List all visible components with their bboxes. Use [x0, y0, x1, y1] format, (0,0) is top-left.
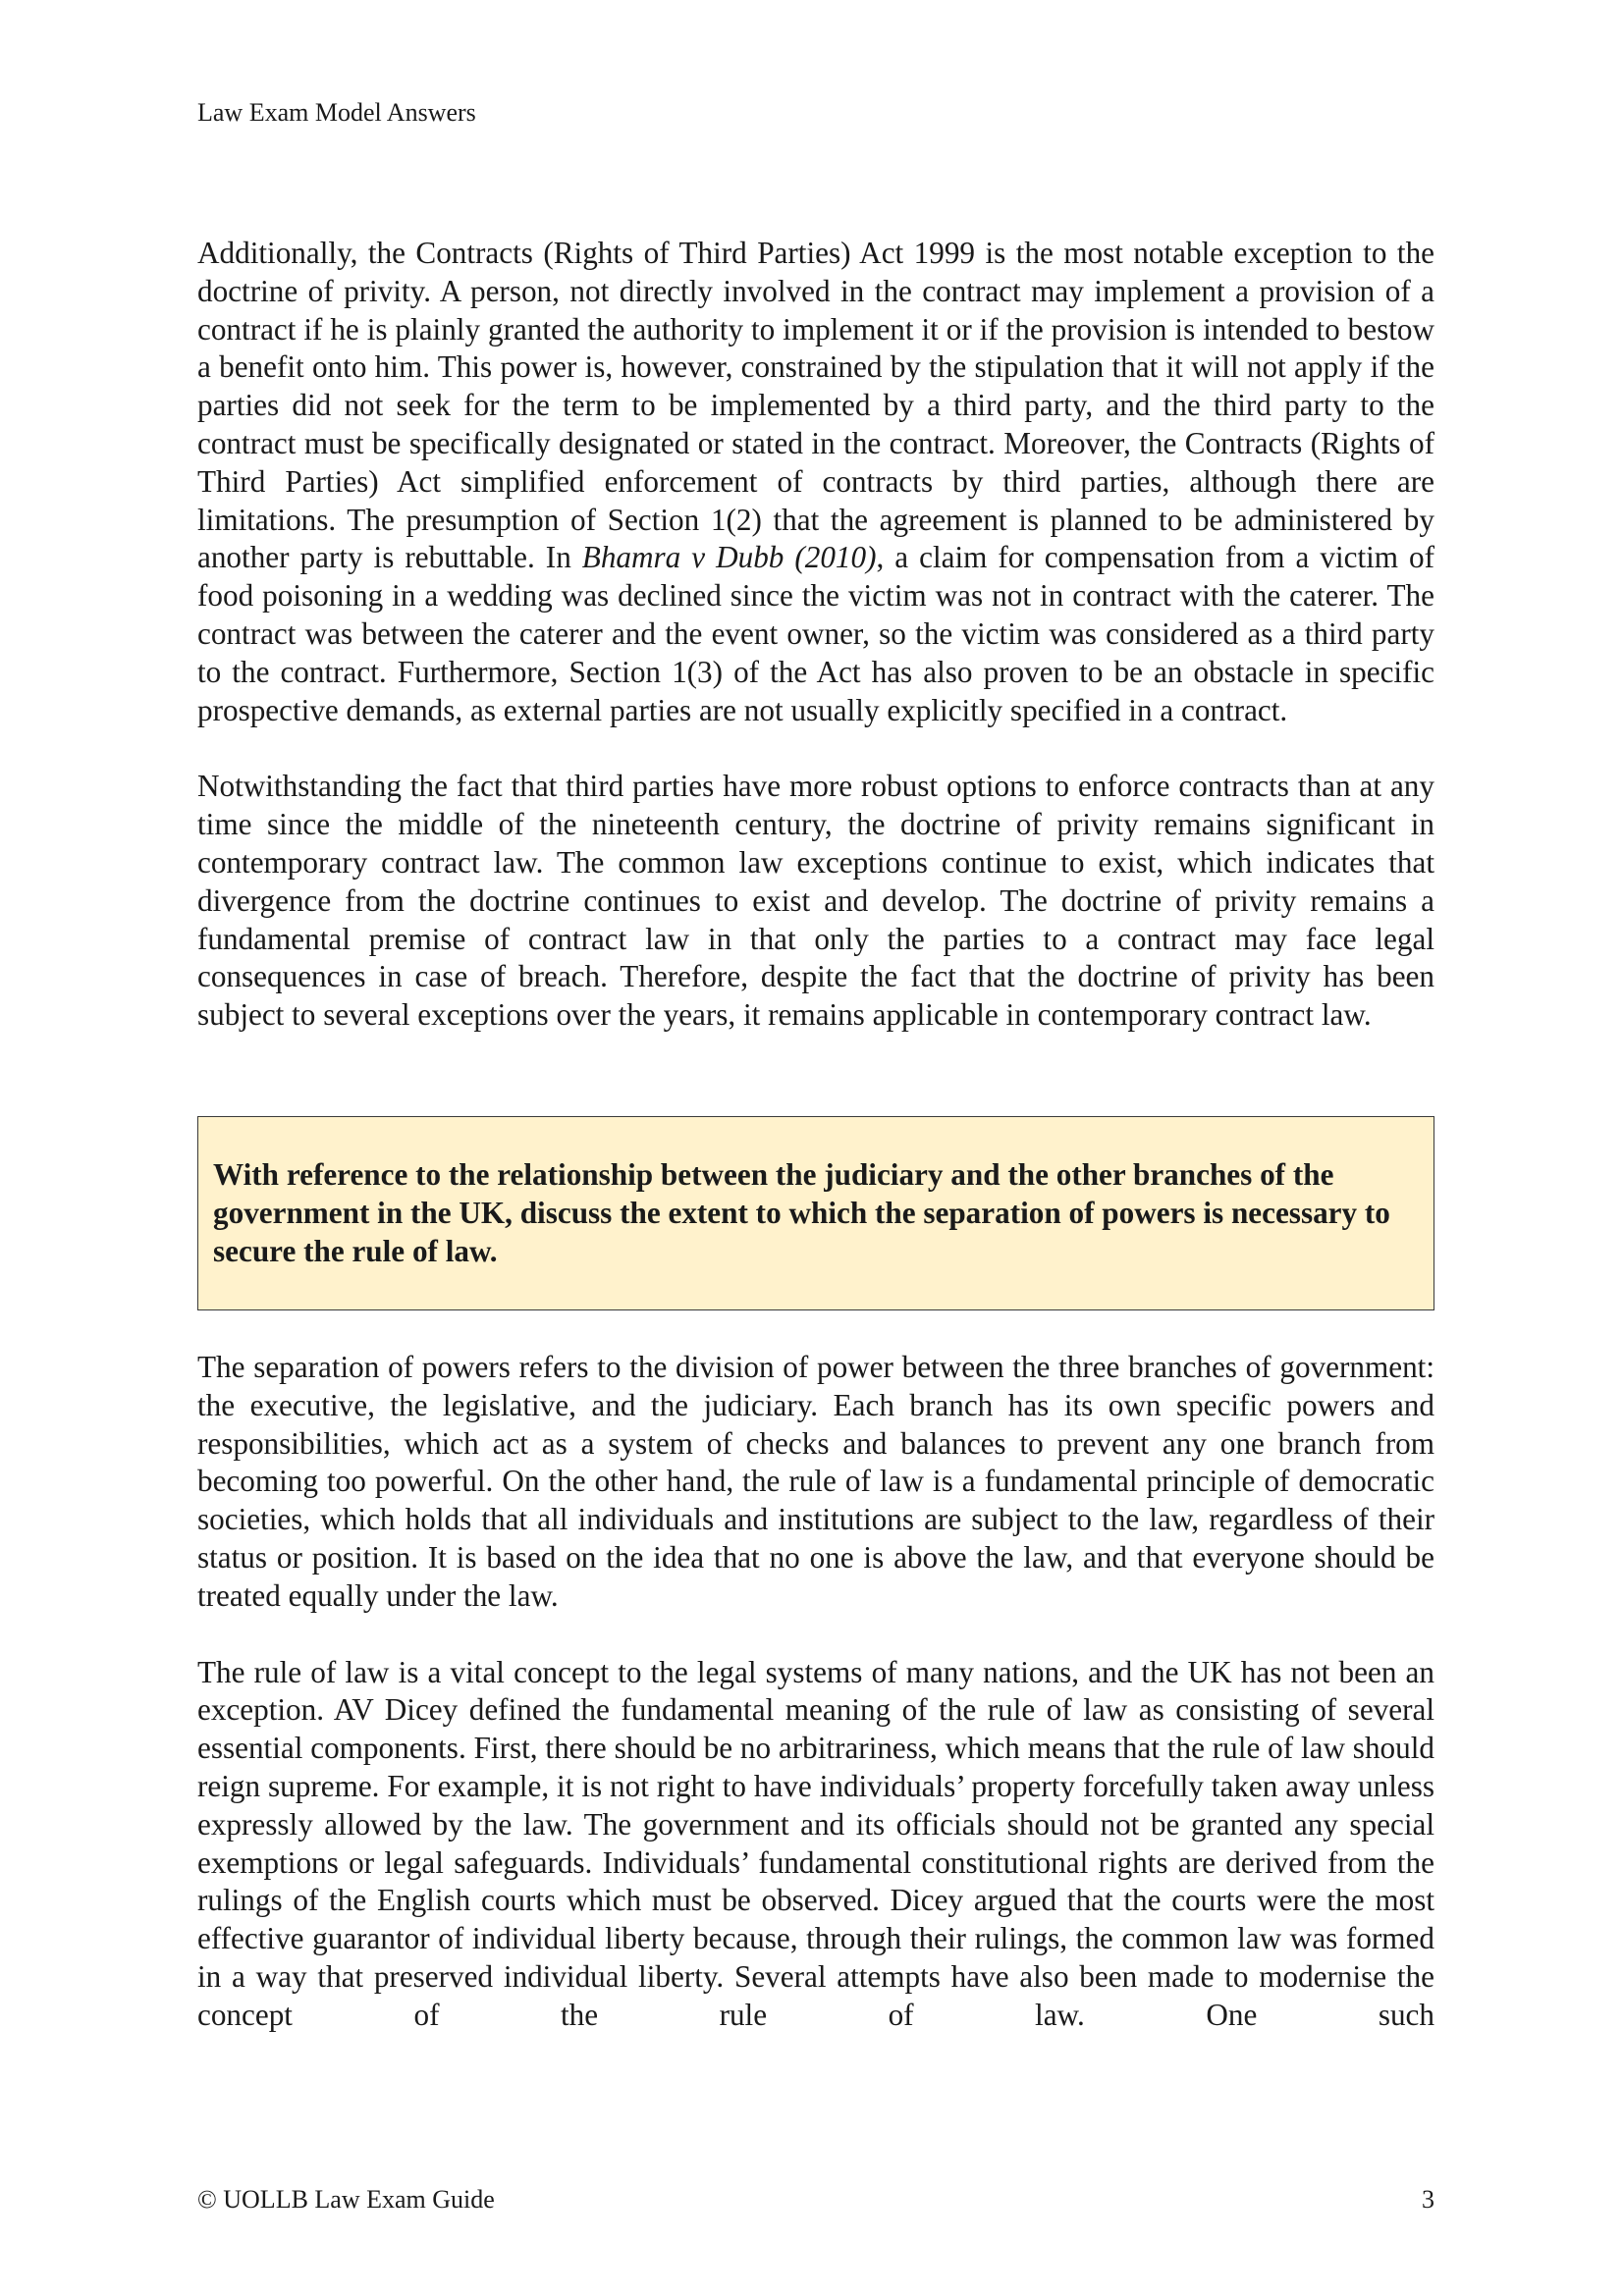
exam-question-text: With reference to the relationship between the judiciary and the other branches of the government in the UK, discuss the extent to which the separation of powers is necessary to secure the rule of law.	[213, 1156, 1390, 1268]
page-number: 3	[1422, 2185, 1434, 2214]
body-paragraph: The separation of powers refers to the division of power between the three branches of government: the executive, the legislative, and the judiciary. Each branch has its own specific powers and responsibilities, which act as a system of checks and balances to prevent any one branch from becoming too powerful. On the other hand, the rule of law is a fundamental principle of democratic societies, which holds that all individuals and institutions are subject to the law, regardless of their status or position. It is based on the idea that no one is above the law, and that everyone should be treated equally under the law.	[197, 1349, 1434, 1613]
page-content	[197, 235, 1434, 2034]
running-header: Law Exam Model Answers	[197, 98, 476, 127]
case-citation: Bhamra v Dubb (2010)	[581, 540, 877, 575]
exam-question-box	[197, 1116, 1434, 1310]
body-paragraph: Notwithstanding the fact that third parties have more robust options to enforce contracts than at any time since the middle of the nineteenth century, the doctrine of privity remains significant in contemporary contract law. The common law exceptions continue to exist, which indicates that divergence from the doctrine continues to exist and develop. The doctrine of privity remains a fundamental premise of contract law in that only the parties to a contract may face legal consequences in case of breach. Therefore, despite the fact that the doctrine of privity has been subject to several exceptions over the years, it remains applicable in contemporary contract law.	[197, 769, 1434, 1033]
footer-copyright: © UOLLB Law Exam Guide	[197, 2185, 495, 2214]
paragraph-text: Additionally, the Contracts (Rights of Third Parties) Act 1999 is the most notable exception to the doctrine of privity. A person, not directly involved in the contract may implement a provision of a contract if he is plainly granted the authority to implement it or if the provision is intended to bestow a benefit onto him. This power is, however, constrained by the stipulation that it will not apply if the parties did not seek for the term to be implemented by a third party, and the third party to the contract must be specifically designated or stated in the contract. Moreover, the Contracts (Rights of Third Parties) Act simplified enforcement of contracts by third parties, although there are limitations. The presumption of Section 1(2) that the agreement is planned to be administered by another party is rebuttable. In	[197, 236, 1434, 575]
body-paragraph: The rule of law is a vital concept to the legal systems of many nations, and the UK has not been an exception. AV Dicey defined the fundamental meaning of the rule of law as consisting of several essential components. First, there should be no arbitrariness, which means that the rule of law should reign supreme. For example, it is not right to have individuals’ property forcefully taken away unless expressly allowed by the law. The government and its officials should not be granted any special exemptions or legal safeguards. Individuals’ fundamental constitutional rights are derived from the rulings of the English courts which must be observed. Dicey argued that the courts were the most effective guarantor of individual liberty because, through their rulings, the common law was formed in a way that preserved individual liberty. Several attempts have also been made to modernise the concept of the rule of law. One such	[197, 1654, 1434, 2032]
paragraph-text: , a claim for compensation from a victim of food poisoning in a wedding was declined since the victim was not in contract with the caterer. The contract was between the caterer and the event owner, so the victim was considered as a third party to the contract. Furthermore, Section 1(3) of the Act has also proven to be an obstacle in specific prospective demands, as external parties are not usually explicitly specified in a contract.	[197, 540, 1434, 727]
body-paragraph	[197, 235, 1434, 729]
